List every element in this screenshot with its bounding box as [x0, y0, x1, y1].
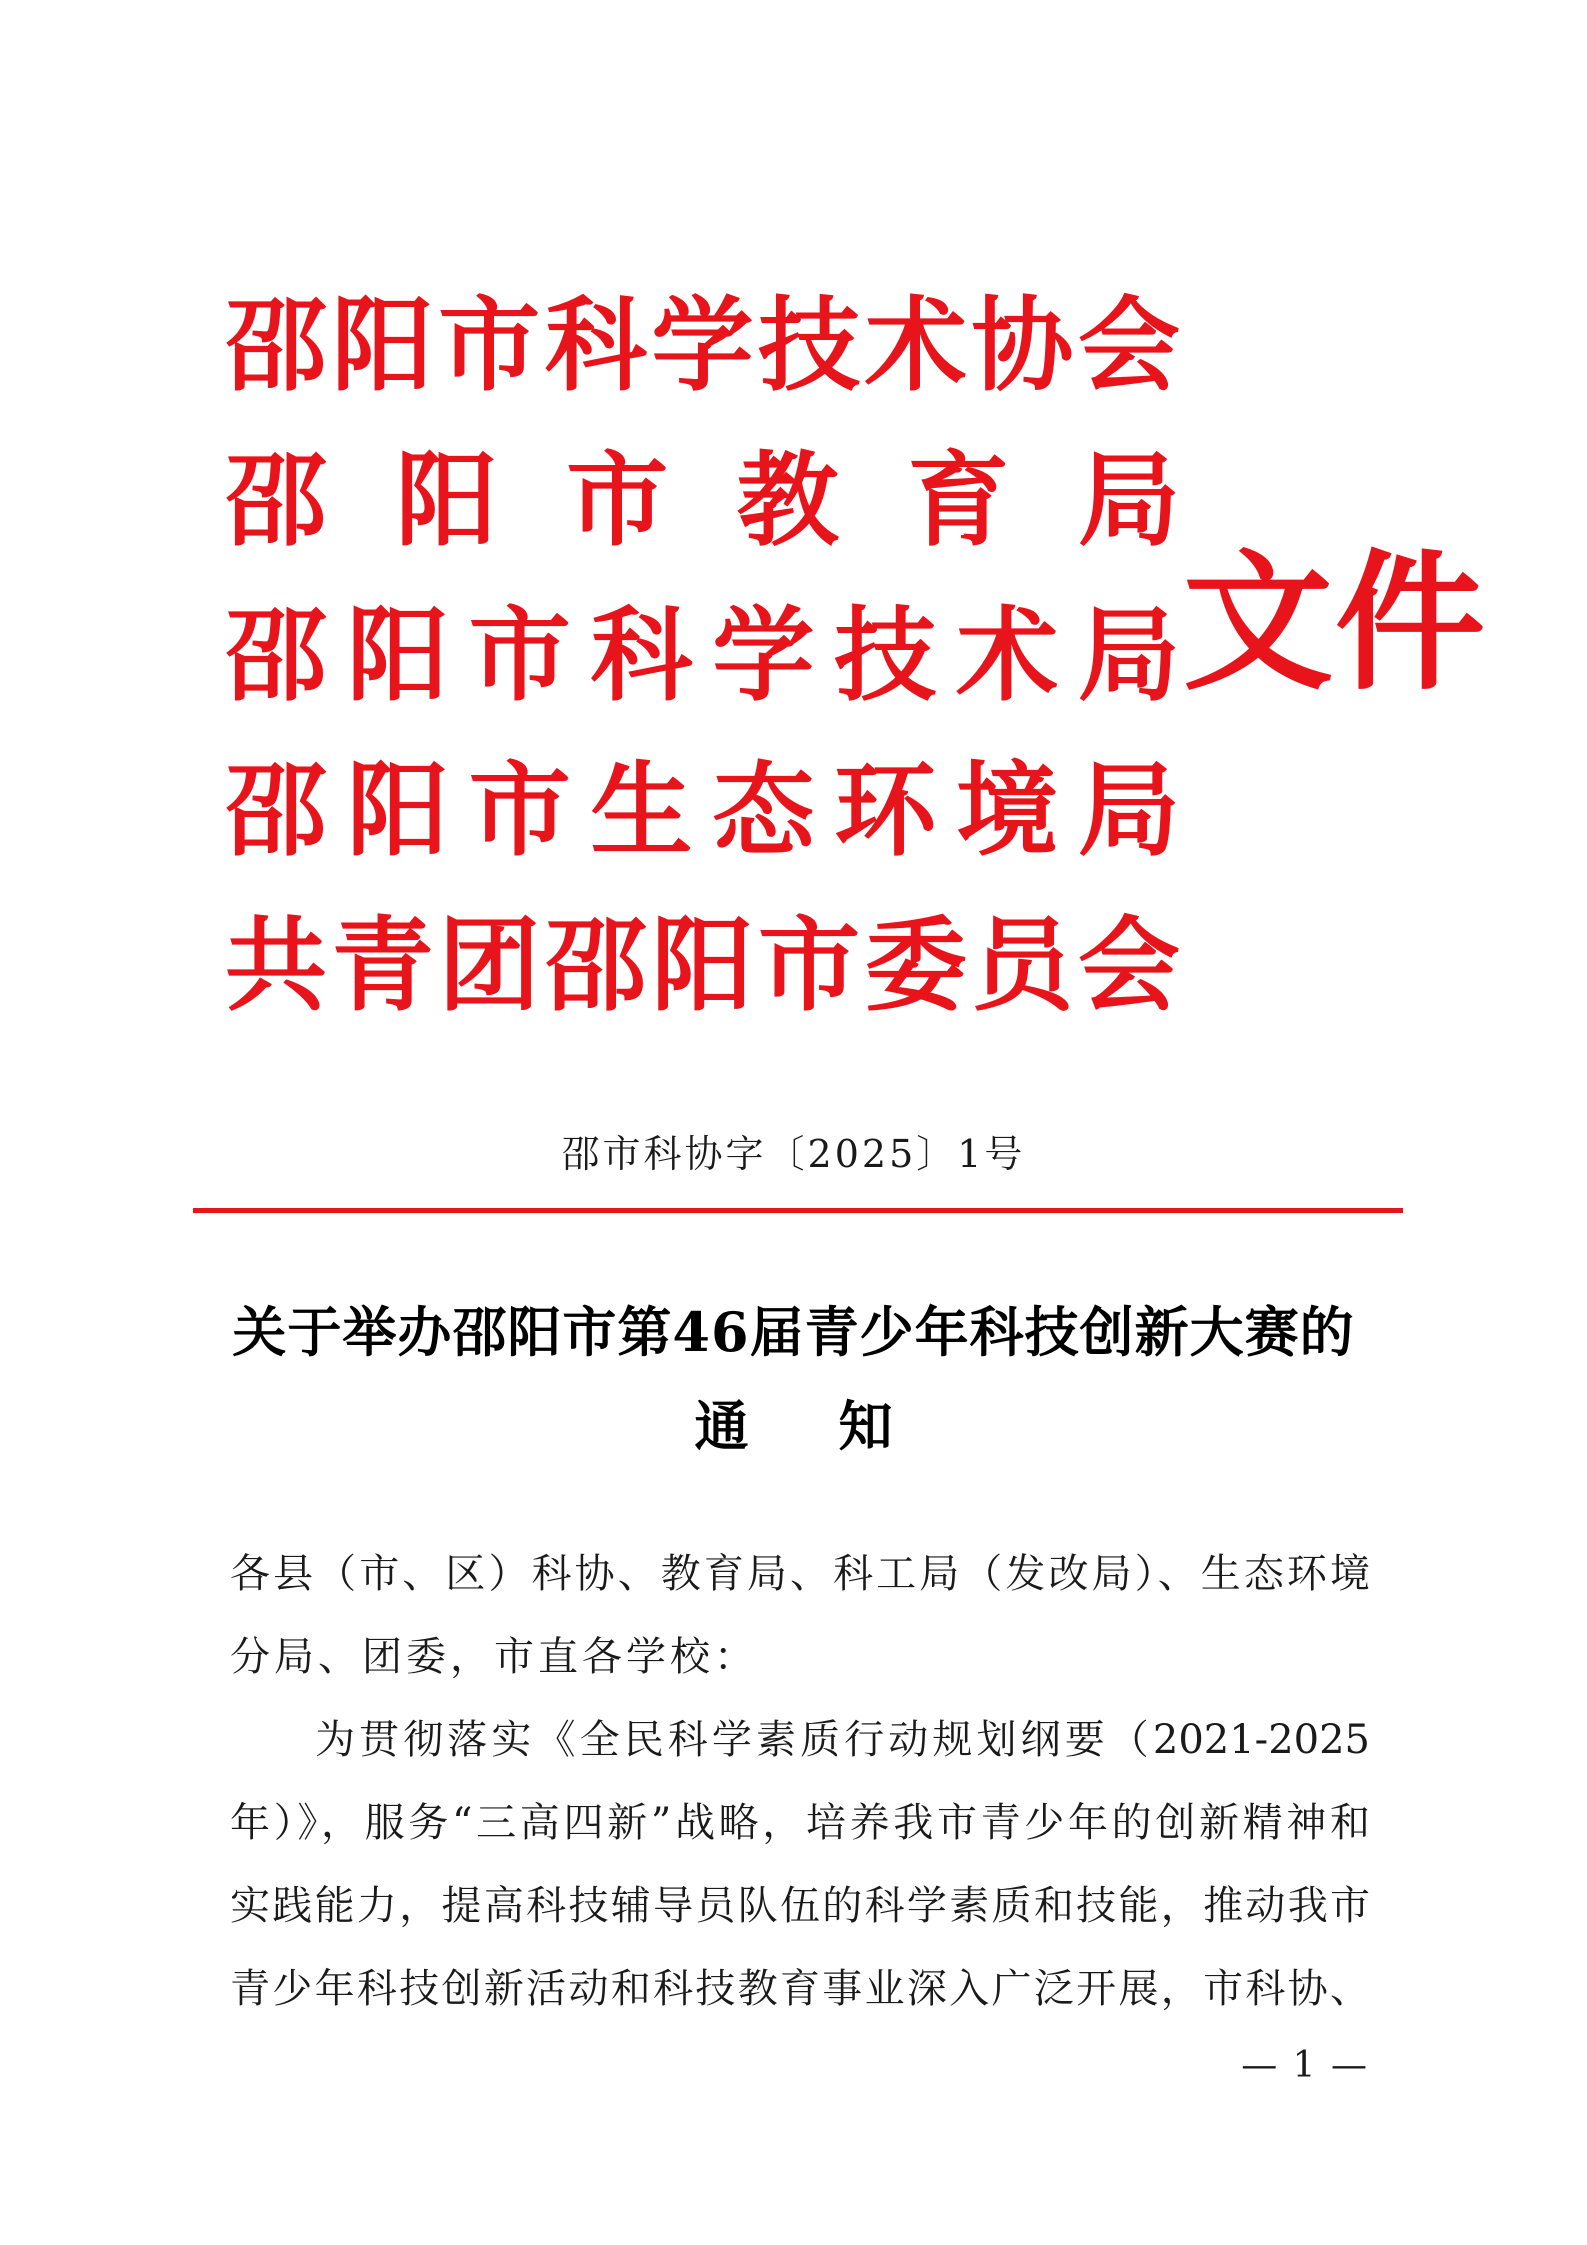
- issuer-char: 阳: [346, 595, 449, 716]
- issuer-char: 会: [1078, 905, 1180, 1026]
- body-line: 各县（市、区）科协、教育局、科工局（发改局）、生态环境: [230, 1551, 1370, 1597]
- body-line: 实践能力，提高科技辅导员队伍的科学素质和技能，推动我市: [230, 1883, 1370, 1929]
- header-suffix: 文件: [1183, 535, 1488, 711]
- issuer-list: [225, 268, 1180, 1043]
- issuer-char: 团: [438, 905, 541, 1026]
- title-char: 知: [838, 1394, 893, 1458]
- issuer-char: 局: [1077, 595, 1180, 716]
- issuer-char: 阳: [331, 285, 434, 406]
- issuer-char: 学: [712, 595, 815, 716]
- document-body: [230, 1533, 1370, 2031]
- issuer-char: 市: [566, 440, 669, 561]
- issuer-char: 科: [544, 285, 647, 406]
- issuer-char: 市: [758, 905, 861, 1026]
- issuer-char: 育: [907, 440, 1010, 561]
- issuer-char: 邵: [225, 595, 327, 716]
- issuer-char: 邵: [225, 285, 327, 406]
- issuer-char: 科: [590, 595, 693, 716]
- body-line: 青少年科技创新活动和科技教育事业深入广泛开展，市科协、: [230, 1966, 1370, 2012]
- issuer-char: 委: [864, 905, 967, 1026]
- issuer-char: 市: [468, 595, 571, 716]
- issuer-char: 邵: [225, 750, 327, 871]
- issuer-line: [225, 268, 1180, 423]
- issuer-char: 术: [956, 595, 1059, 716]
- issuer-char: 局: [1077, 750, 1180, 871]
- issuer-char: 会: [1078, 285, 1180, 406]
- body-line: 分局、团委，市直各学校：: [230, 1634, 758, 1680]
- issuer-line: [225, 733, 1180, 888]
- issuer-char: 邵: [544, 905, 647, 1026]
- issuer-char: 协: [971, 285, 1074, 406]
- issuer-line: [225, 423, 1180, 578]
- red-divider-line: [193, 1208, 1403, 1213]
- issuer-char: 态: [712, 750, 815, 871]
- issuer-char: 阳: [395, 440, 498, 561]
- document-title: 关于举办邵阳市第46届青少年科技创新大赛的: [232, 1300, 1355, 1364]
- issuer-char: 教: [736, 440, 839, 561]
- issuer-char: 环: [834, 750, 937, 871]
- issuer-char: 境: [956, 750, 1059, 871]
- issuer-char: 学: [651, 285, 754, 406]
- document-title-line2: [0, 1384, 1587, 1461]
- title-char: 通: [694, 1394, 749, 1458]
- issuer-char: 阳: [651, 905, 754, 1026]
- body-line: 年）》，服务“三高四新”战略，培养我市青少年的创新精神和: [230, 1800, 1370, 1846]
- issuer-char: 阳: [346, 750, 449, 871]
- issuer-char: 青: [331, 905, 434, 1026]
- body-line: 为贯彻落实《全民科学素质行动规划纲要（2021-2025: [315, 1717, 1370, 1763]
- issuer-char: 共: [225, 905, 327, 1026]
- issuer-char: 市: [438, 285, 541, 406]
- issuer-char: 局: [1077, 440, 1180, 561]
- issuer-char: 邵: [225, 440, 327, 561]
- issuer-line: [225, 578, 1180, 733]
- document-number: 邵市科协字〔2025〕1号: [561, 1132, 1026, 1176]
- issuer-char: 生: [590, 750, 693, 871]
- issuer-char: 技: [758, 285, 861, 406]
- issuer-char: 员: [971, 905, 1074, 1026]
- issuer-line: [225, 888, 1180, 1043]
- issuer-char: 市: [468, 750, 571, 871]
- issuer-char: 术: [864, 285, 967, 406]
- issuer-char: 技: [834, 595, 937, 716]
- page-number: — 1 —: [1241, 2045, 1369, 2086]
